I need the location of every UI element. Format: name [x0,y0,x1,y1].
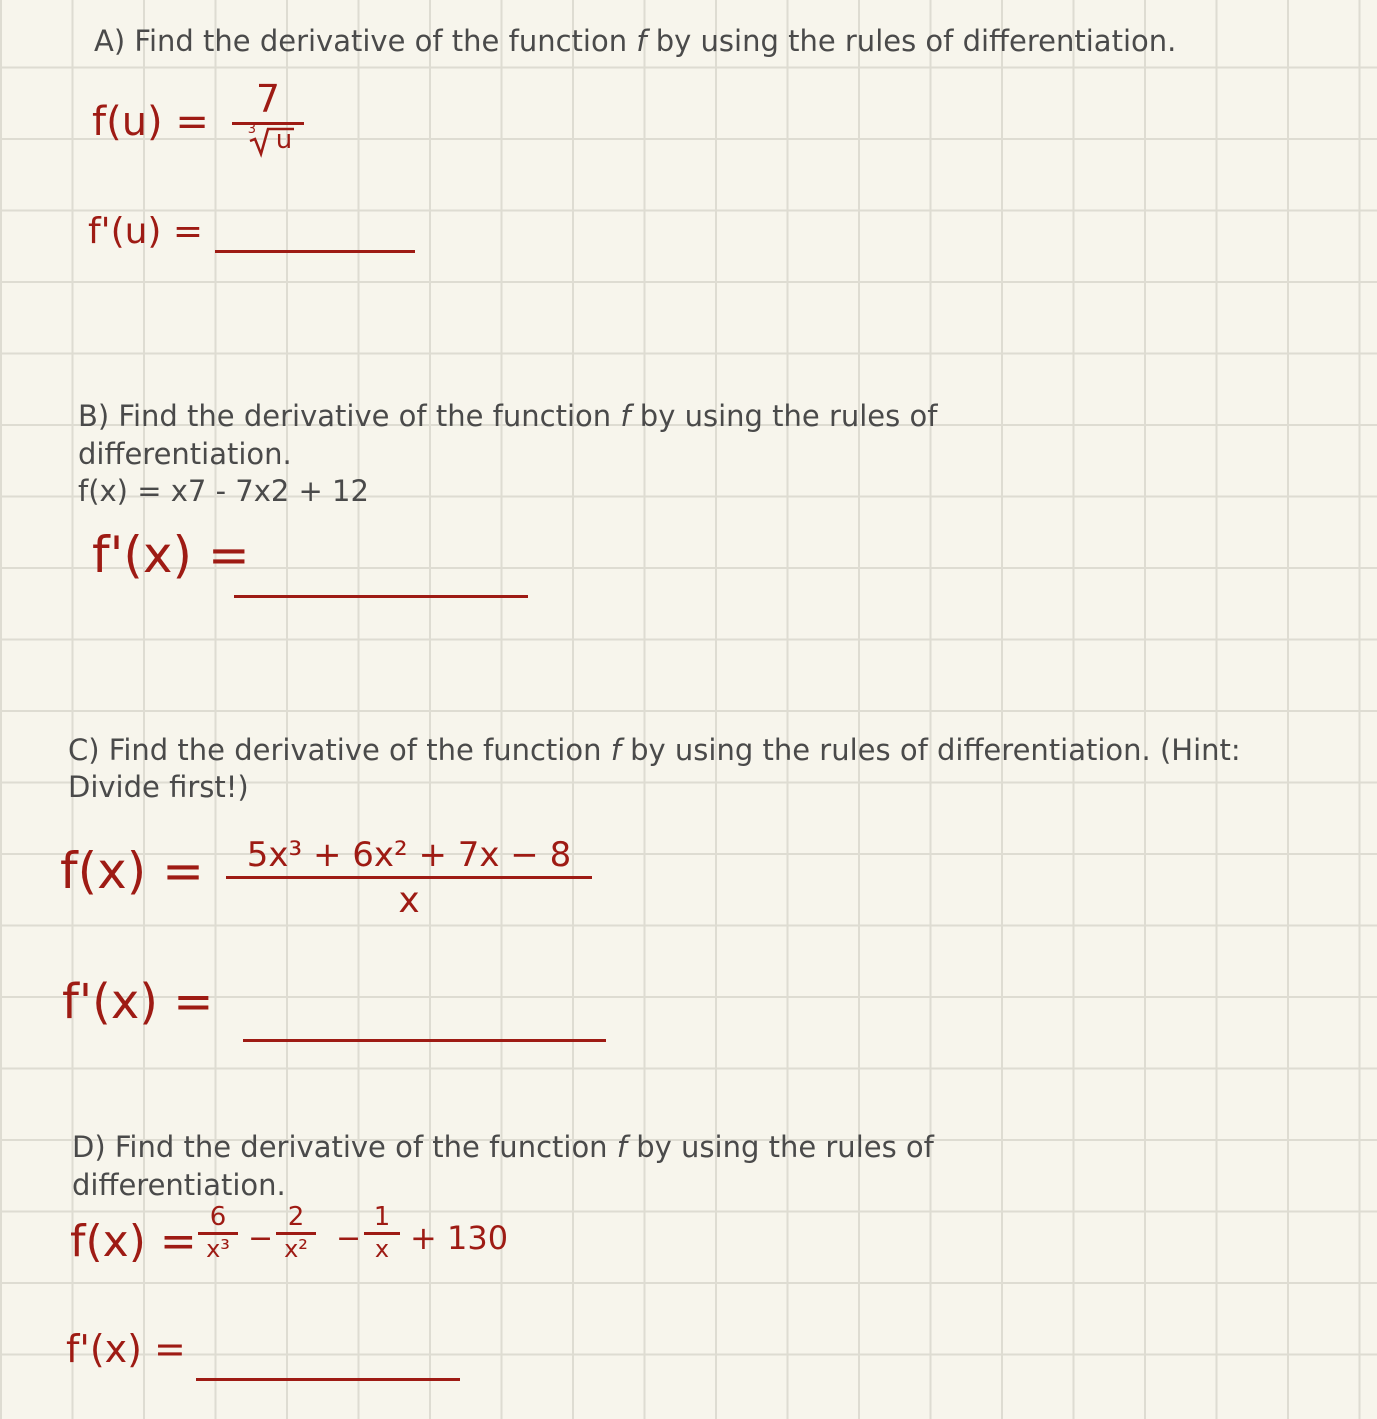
problem-d-prompt: D) Find the derivative of the function f by using the rules of [72,1130,934,1164]
problem-b-answer-label: f'(x) = [92,526,250,584]
problem-a-fraction-bar [232,122,304,125]
problem-d-term2-denominator: x² [284,1235,308,1263]
problem-d-answer-label: f'(x) = [66,1327,186,1371]
problem-d-term3 [364,1204,400,1261]
problem-b-function: f(x) = x7 - 7x2 + 12 [78,474,369,508]
problem-d-constant: + 130 [410,1219,509,1257]
problem-c-answer-label: f'(x) = [62,974,214,1030]
problem-a-answer-blank[interactable] [215,250,415,253]
problem-b-prompt: B) Find the derivative of the function f by using the rules of [78,399,938,433]
problem-c-prompt-line2: Divide first!) [68,770,249,804]
problem-c-function-lhs: f(x) = [60,842,204,900]
problem-d-term2 [276,1204,316,1261]
problem-c-fraction-bar [226,876,592,879]
problem-c-numerator: 5x³ + 6x² + 7x − 8 [246,835,572,875]
problem-c-fraction [226,835,592,921]
problem-a-function-lhs: f(u) = [92,99,209,145]
problem-c-answer-blank[interactable] [243,1039,606,1042]
problem-d-function-lhs: f(x) = [70,1216,197,1267]
problem-c-prompt: C) Find the derivative of the function f by using the rules of differentiation. (Hint: [68,733,1241,767]
problem-d-prompt-line2: differentiation. [72,1168,286,1202]
problem-a-radicand: u [275,125,293,155]
problem-b-prompt-line2: differentiation. [78,437,292,471]
problem-b-answer-blank[interactable] [234,595,528,598]
problem-d-term1-numerator: 6 [209,1202,227,1232]
problem-a-prompt: A) Find the derivative of the function f by using the rules of differentiation. [94,24,1177,58]
problem-a-root-index: 3 [247,122,257,137]
problem-a-numerator: 7 [255,77,281,121]
problem-d-operator-2: − [336,1221,362,1256]
problem-d-operator-1: − [248,1221,274,1256]
problem-d-term3-denominator: x [374,1235,390,1263]
problem-a-fraction [232,77,304,155]
problem-c-denominator: x [398,880,420,921]
problem-d-term1 [198,1204,238,1261]
problem-a-denominator [247,122,293,155]
problem-a-answer-label: f'(u) = [88,211,204,252]
problem-d-term3-numerator: 1 [373,1202,391,1232]
problem-d-term1-denominator: x³ [206,1235,230,1263]
problem-d-term2-numerator: 2 [287,1202,305,1232]
problem-d-answer-blank[interactable] [196,1378,460,1381]
